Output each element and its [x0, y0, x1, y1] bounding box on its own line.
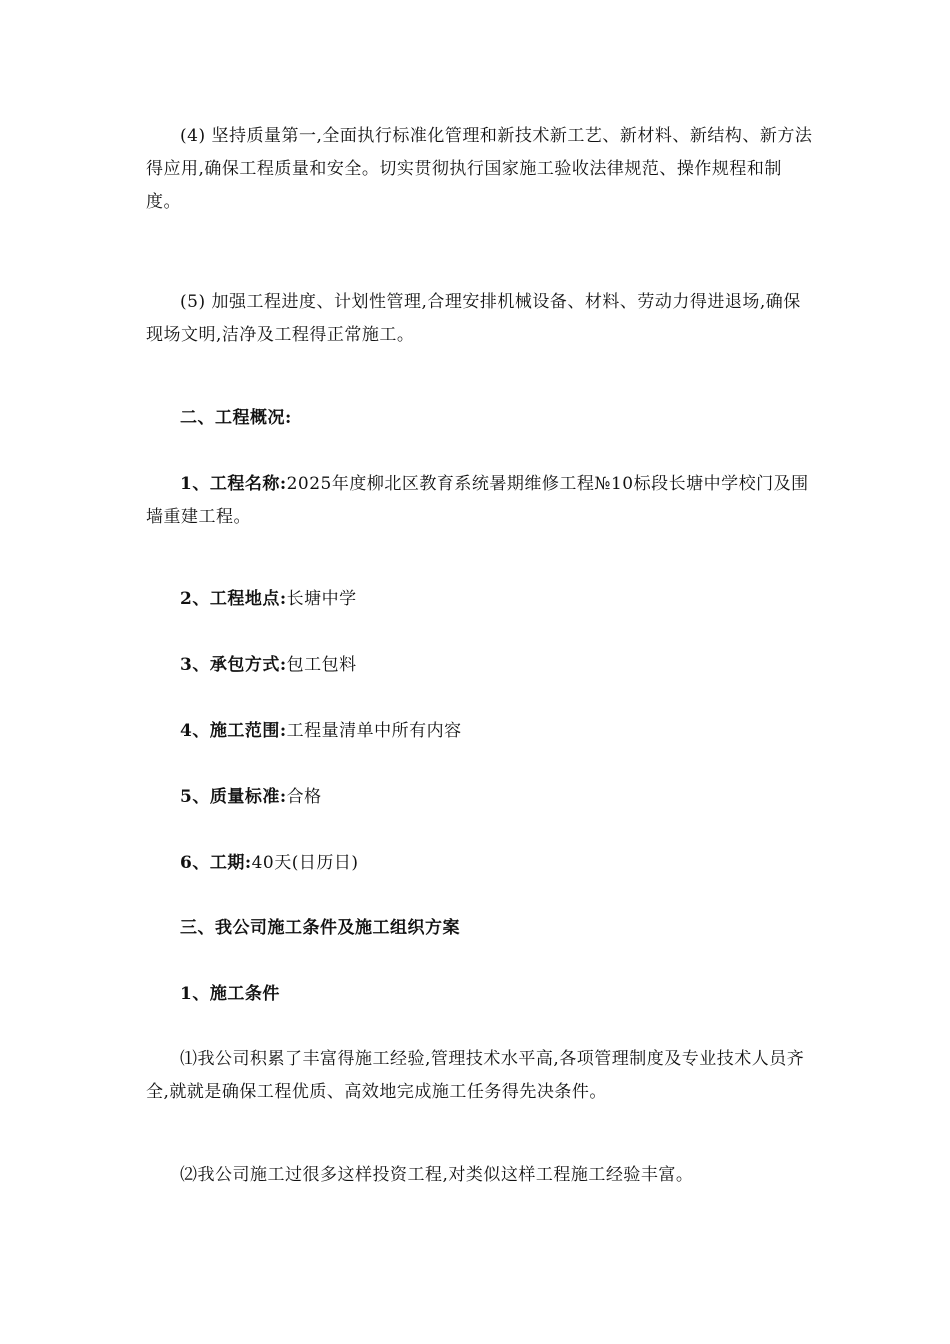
overview-item-quality	[180, 781, 322, 814]
overview-item-value: 2025年度柳北区教育系统暑期维修工程№10标段长塘中学校门及围墙重建工程。	[146, 474, 809, 527]
condition-item-1: ⑴我公司积累了丰富得施工经验,管理技术水平高,各项管理制度及专业技术人员齐全,就就是确保工程优质、高效地完成施工任务得先决条件。	[146, 1049, 805, 1102]
overview-item-value: 长塘中学	[286, 589, 357, 609]
overview-item-value: 包工包料	[286, 655, 357, 675]
paragraph-item-4: (4) 坚持质量第一,全面执行标准化管理和新技术新工艺、新材料、新结构、新方法得应用,确保工程质量和安全。切实贯彻执行国家施工验收法律规范、操作规程和制度。	[146, 126, 813, 212]
overview-item-label: 6、工期:	[180, 853, 252, 873]
condition-item-2: ⑵我公司施工过很多这样投资工程,对类似这样工程施工经验丰富。	[180, 1165, 694, 1185]
overview-item-value: 合格	[286, 787, 322, 807]
overview-item-duration	[180, 847, 359, 880]
overview-item-contract	[180, 649, 357, 682]
overview-item-name	[146, 468, 814, 534]
overview-item-value: 工程量清单中所有内容	[286, 721, 462, 741]
section-heading-conditions: 三、我公司施工条件及施工组织方案	[180, 918, 460, 938]
subheading-conditions: 1、施工条件	[180, 984, 280, 1004]
overview-item-scope	[180, 715, 462, 748]
overview-item-value: 40天(日历日)	[251, 853, 359, 873]
overview-item-label: 3、承包方式:	[180, 655, 287, 675]
section-heading-overview: 二、工程概况:	[180, 408, 292, 428]
paragraph-item-5: (5) 加强工程进度、计划性管理,合理安排机械设备、材料、劳动力得进退场,确保现场文明,洁净及工程得正常施工。	[146, 292, 801, 345]
overview-item-label: 2、工程地点:	[180, 589, 287, 609]
overview-item-location	[180, 583, 357, 616]
overview-item-label: 1、工程名称:	[180, 474, 287, 494]
overview-item-label: 5、质量标准:	[180, 787, 287, 807]
overview-item-label: 4、施工范围:	[180, 721, 287, 741]
